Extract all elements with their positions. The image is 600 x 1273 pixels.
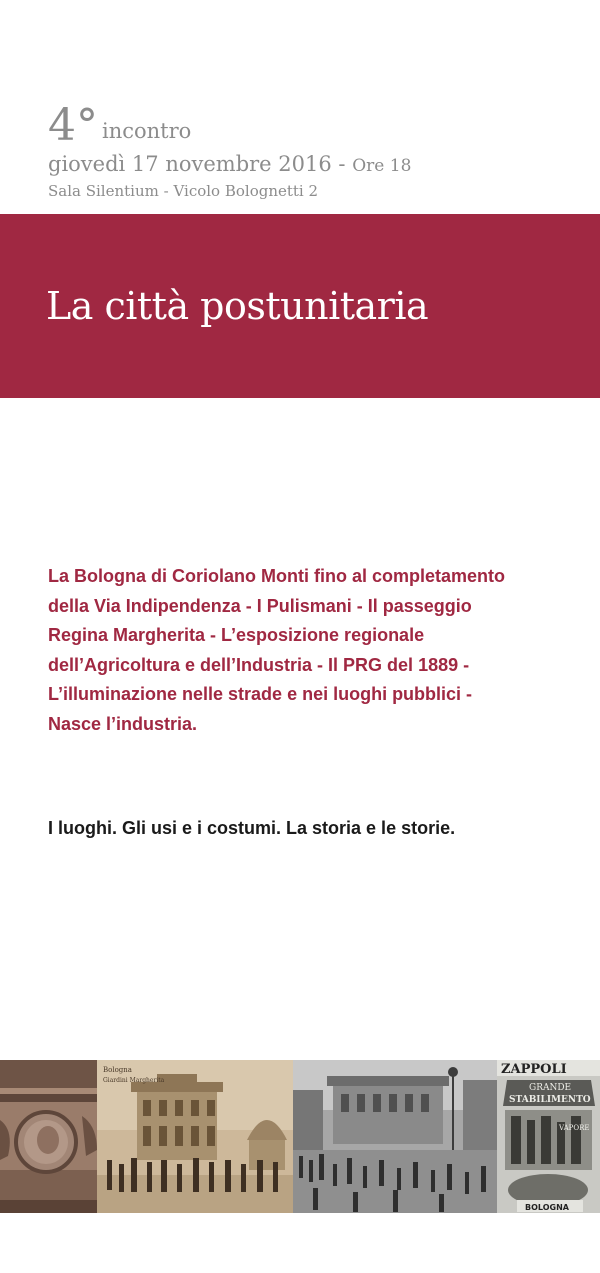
banner-title: La città postunitaria bbox=[46, 284, 429, 328]
topics-line: della Via Indipendenza - I Pulismani - Il passeggio bbox=[48, 595, 472, 616]
topics-line: L’illuminazione nelle strade e nei luoghi pubblici - bbox=[48, 684, 473, 705]
meeting-word: incontro bbox=[102, 119, 192, 143]
ad-sign-stabilimento: STABILIMENTO bbox=[509, 1095, 591, 1105]
tagline: I luoghi. Gli usi e i costumi. La storia e le storie. bbox=[48, 818, 456, 838]
ad-sign-bologna: BOLOGNA bbox=[525, 1203, 569, 1212]
historic-image-strip bbox=[0, 1060, 600, 1213]
ad-sign-grande: GRANDE bbox=[529, 1083, 572, 1093]
stone-medallion-image bbox=[0, 1060, 97, 1213]
engraving-crowd-image bbox=[293, 1060, 497, 1213]
postcard-caption-1: Bologna bbox=[103, 1066, 132, 1074]
topics-line: Nasce l’industria. bbox=[48, 713, 198, 734]
event-date: giovedì 17 novembre 2016 bbox=[48, 152, 332, 176]
date-separator: - bbox=[338, 152, 346, 176]
meeting-number-value: 4° bbox=[48, 100, 98, 151]
event-date-line bbox=[48, 152, 411, 176]
postcard-caption-2: Giardini Margherita bbox=[103, 1077, 165, 1084]
topics-line: dell’Agricoltura e dell’Industria - Il PRG del 1889 - bbox=[48, 654, 470, 675]
title-banner bbox=[0, 214, 600, 398]
giardini-margherita-postcard bbox=[97, 1060, 293, 1213]
topics-line: La Bologna di Coriolano Monti fino al completamento bbox=[48, 566, 505, 586]
event-venue: Sala Silentium - Vicolo Bolognetti 2 bbox=[48, 182, 319, 200]
ad-sign-zappoli: ZAPPOLI bbox=[501, 1062, 567, 1077]
event-time: Ore 18 bbox=[352, 156, 412, 176]
meeting-number bbox=[48, 100, 192, 151]
topics-paragraph bbox=[48, 562, 588, 740]
ad-sign-vapore: VAPORE bbox=[559, 1124, 590, 1132]
zappoli-advertisement-image bbox=[497, 1060, 600, 1213]
topics-line: Regina Margherita - L’esposizione regionale bbox=[48, 625, 425, 646]
